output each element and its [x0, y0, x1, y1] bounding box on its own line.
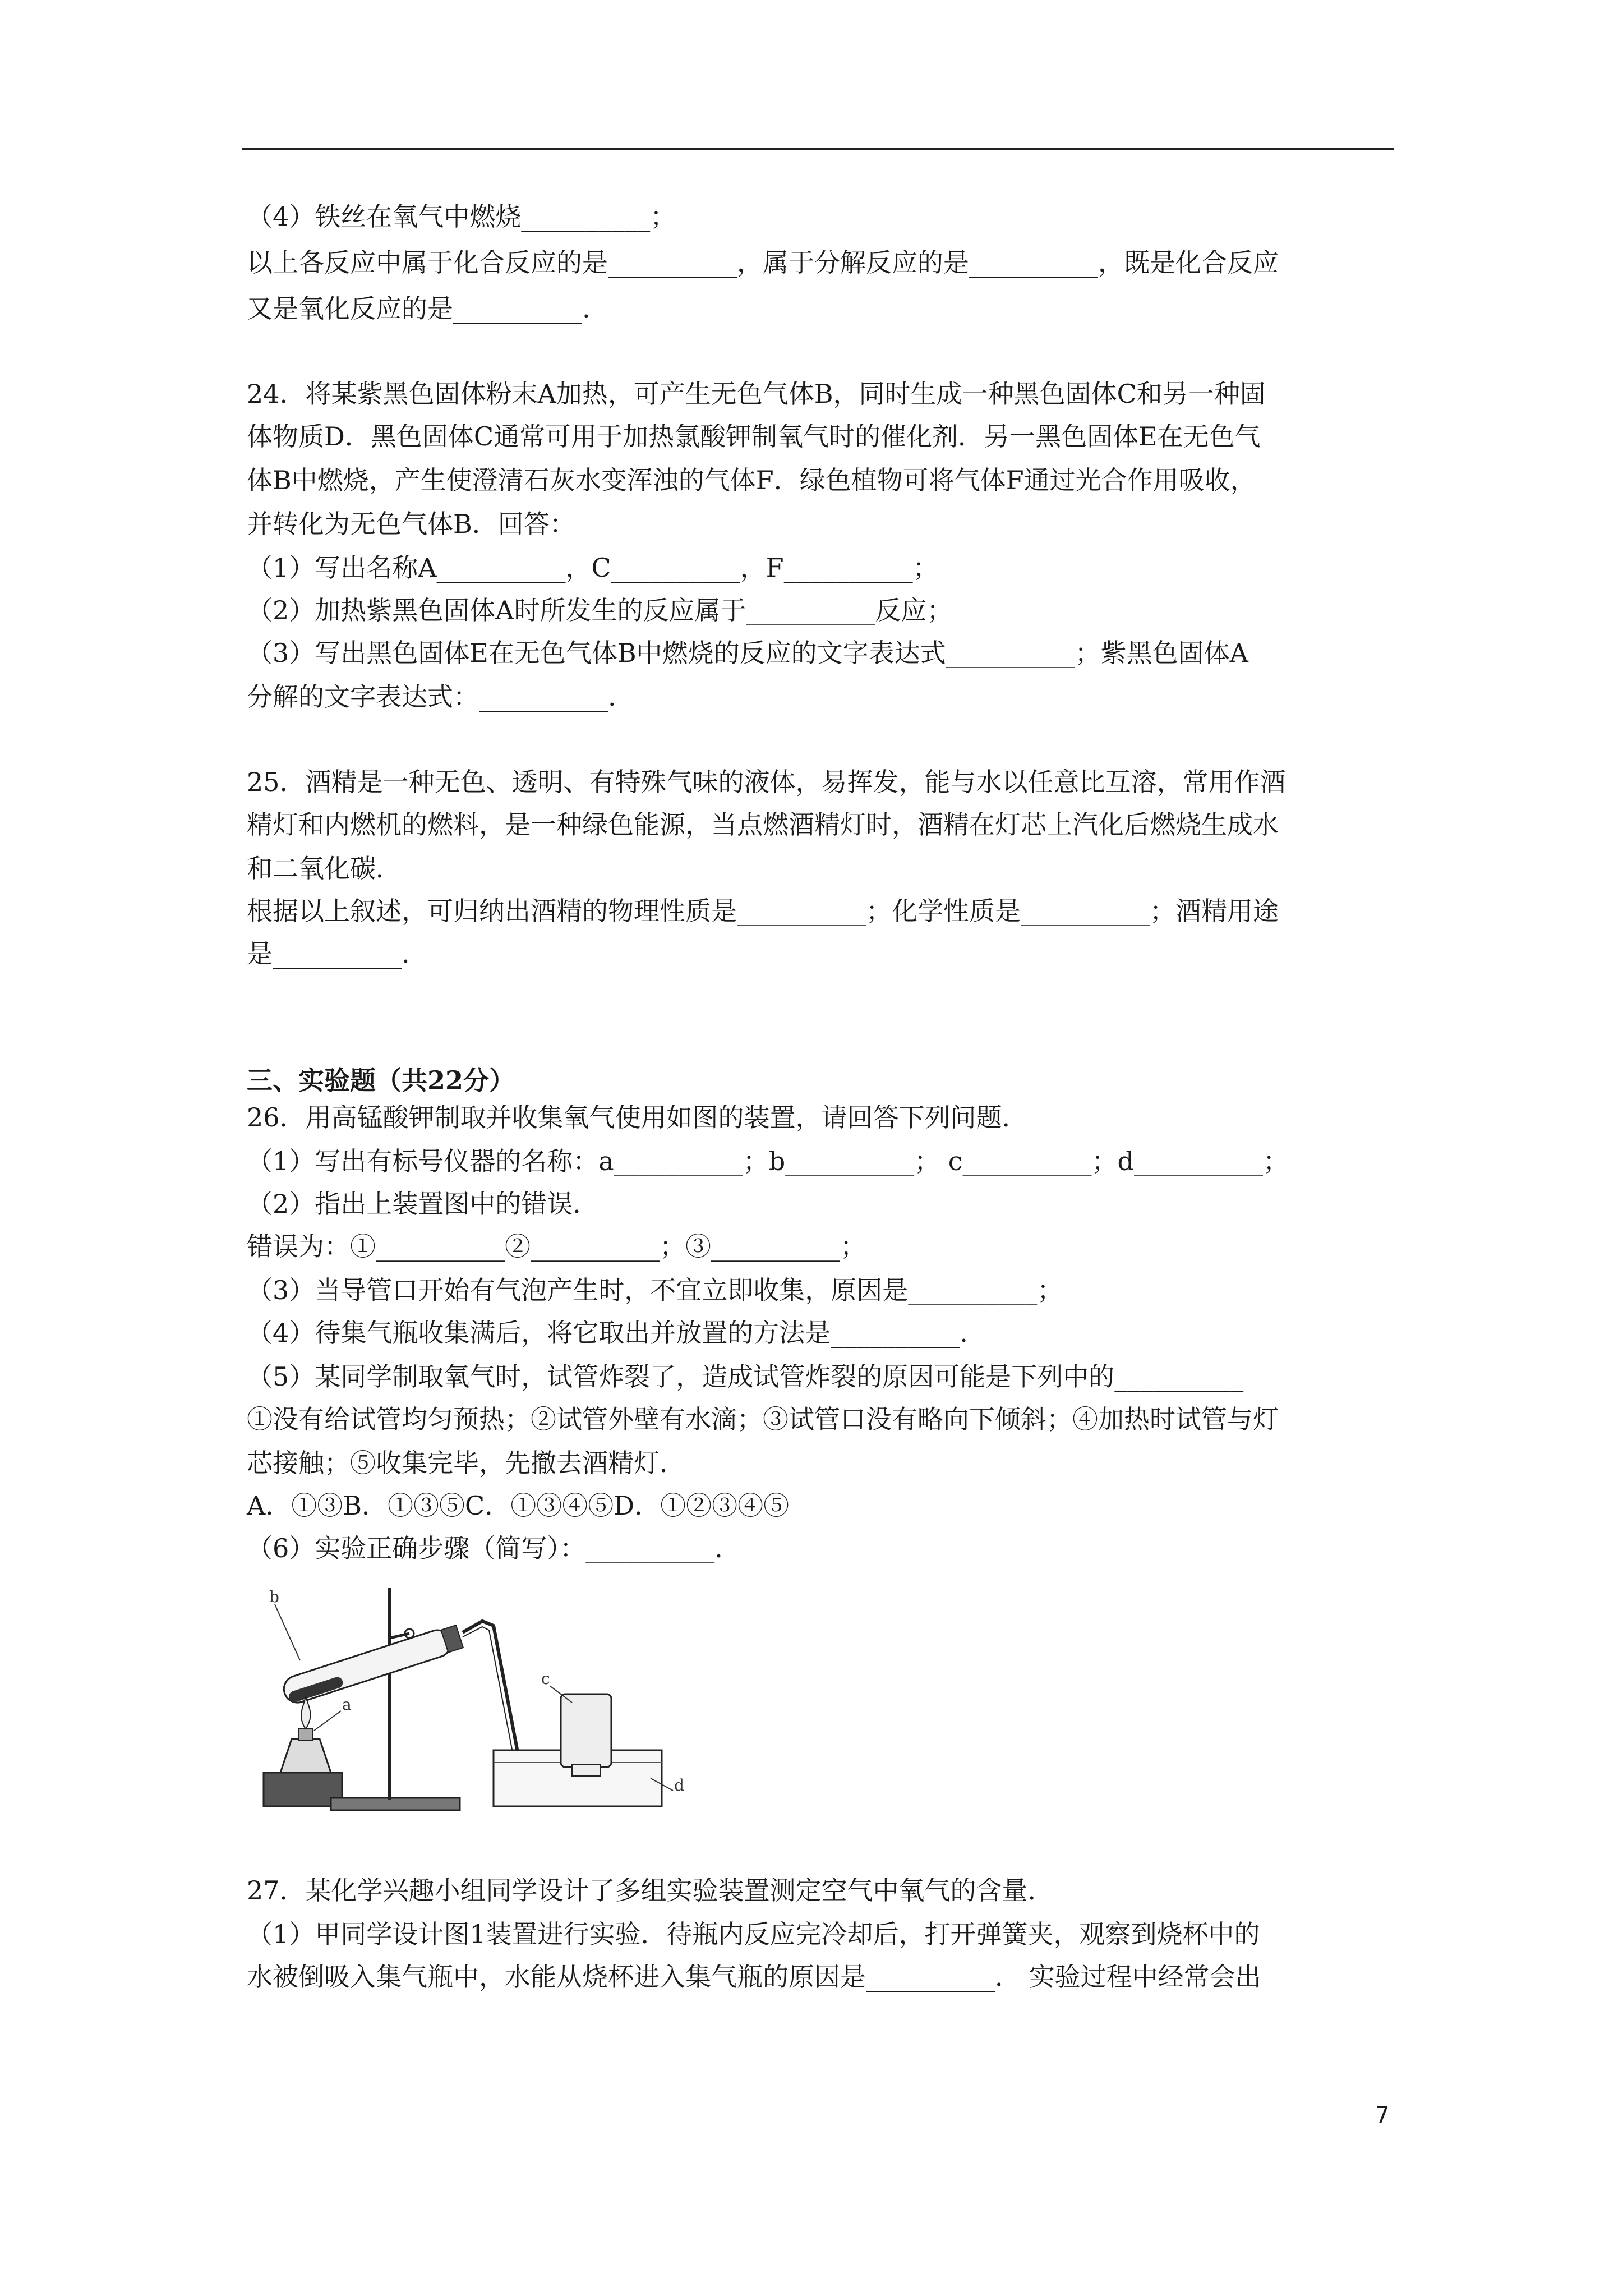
text-line: 分解的文字表达式：__________. — [247, 682, 616, 712]
text-line: 又是氧化反应的是__________. — [247, 293, 591, 324]
text-line: 是__________. — [247, 938, 410, 969]
text-line: （1）写出名称A__________，C__________，F__________； — [247, 553, 939, 583]
text-line: （3）当导管口开始有气泡产生时，不宜立即收集，原因是__________； — [247, 1275, 1063, 1305]
label-a: a — [342, 1695, 352, 1714]
text-line: 并转化为无色气体B．回答： — [247, 509, 575, 539]
section-heading: 三、实验题（共22分） — [247, 1065, 515, 1096]
header-rule — [242, 148, 1394, 150]
text-line: 体B中燃烧，产生使澄清石灰水变浑浊的气体F．绿色植物可将气体F通过光合作用吸收， — [247, 465, 1256, 495]
text-line: （3）写出黑色固体E在无色气体B中燃烧的反应的文字表达式__________；紫黑色固体A — [247, 638, 1248, 668]
oxygen-apparatus-diagram — [258, 1582, 684, 1829]
test-tube — [280, 1623, 464, 1706]
label-b: b — [269, 1588, 279, 1606]
text-line: 以上各反应中属于化合反应的是__________，属于分解反应的是__________，既是化合反应 — [247, 247, 1279, 278]
text-line: 和二氧化碳． — [247, 853, 402, 884]
text-line: （2）加热紫黑色固体A时所发生的反应属于__________反应； — [247, 595, 953, 625]
text-line: （2）指出上装置图中的错误． — [247, 1189, 599, 1219]
text-line: 27．某化学兴趣小组同学设计了多组实验装置测定空气中氧气的含量． — [247, 1875, 1054, 1906]
stand-base — [331, 1798, 460, 1810]
text-line: （4）待集气瓶收集满后，将它取出并放置的方法是__________. — [247, 1318, 968, 1348]
text-line: A．①③B．①③⑤C．①③④⑤D．①②③④⑤ — [247, 1490, 790, 1521]
text-line: 24．将某紫黑色固体粉末A加热，可产生无色气体B，同时生成一种黑色固体C和另一种固 — [247, 379, 1266, 409]
text-line: （5）某同学制取氧气时，试管炸裂了，造成试管炸裂的原因可能是下列中的__________ — [247, 1361, 1244, 1392]
alcohol-lamp — [280, 1697, 331, 1773]
text-line: （1）甲同学设计图1装置进行实验．待瓶内反应完冷却后，打开弹簧夹，观察到烧杯中的 — [247, 1919, 1260, 1949]
text-line: 精灯和内燃机的燃料，是一种绿色能源，当点燃酒精灯时，酒精在灯芯上汽化后燃烧生成水 — [247, 809, 1279, 840]
text-line: 根据以上叙述，可归纳出酒精的物理性质是__________；化学性质是__________；酒精用途 — [247, 896, 1279, 926]
text-line: 芯接触；⑤收集完毕，先撤去酒精灯． — [247, 1448, 685, 1478]
text-line: 水被倒吸入集气瓶中，水能从烧杯进入集气瓶的原因是__________． 实验过程中经常会出 — [247, 1962, 1261, 1992]
text-line: 错误为：①__________②__________；③__________； — [247, 1231, 866, 1262]
text-line: 体物质D．黑色固体C通常可用于加热氯酸钾制氧气时的催化剂．另一黑色固体E在无色气 — [247, 421, 1261, 452]
text-line: ①没有给试管均匀预热；②试管外壁有水滴；③试管口没有略向下倾斜；④加热时试管与灯 — [247, 1404, 1279, 1434]
page-number: 7 — [1375, 2102, 1390, 2128]
text-line: 26．用高锰酸钾制取并收集氧气使用如图的装置，请回答下列问题． — [247, 1102, 1028, 1133]
label-c: c — [541, 1669, 550, 1688]
label-d: d — [674, 1776, 684, 1795]
text-line: （6）实验正确步骤（简写）：__________. — [247, 1533, 723, 1563]
text-line: （4）铁丝在氧气中燃烧__________； — [247, 201, 676, 232]
text-line: 25．酒精是一种无色、透明、有特殊气味的液体，易挥发，能与水以任意比互溶，常用作酒 — [247, 767, 1286, 797]
text-line: （1）写出有标号仪器的名称：a__________；b__________； c__________；d__________； — [247, 1146, 1289, 1176]
gas-collecting-bottle — [561, 1694, 611, 1776]
